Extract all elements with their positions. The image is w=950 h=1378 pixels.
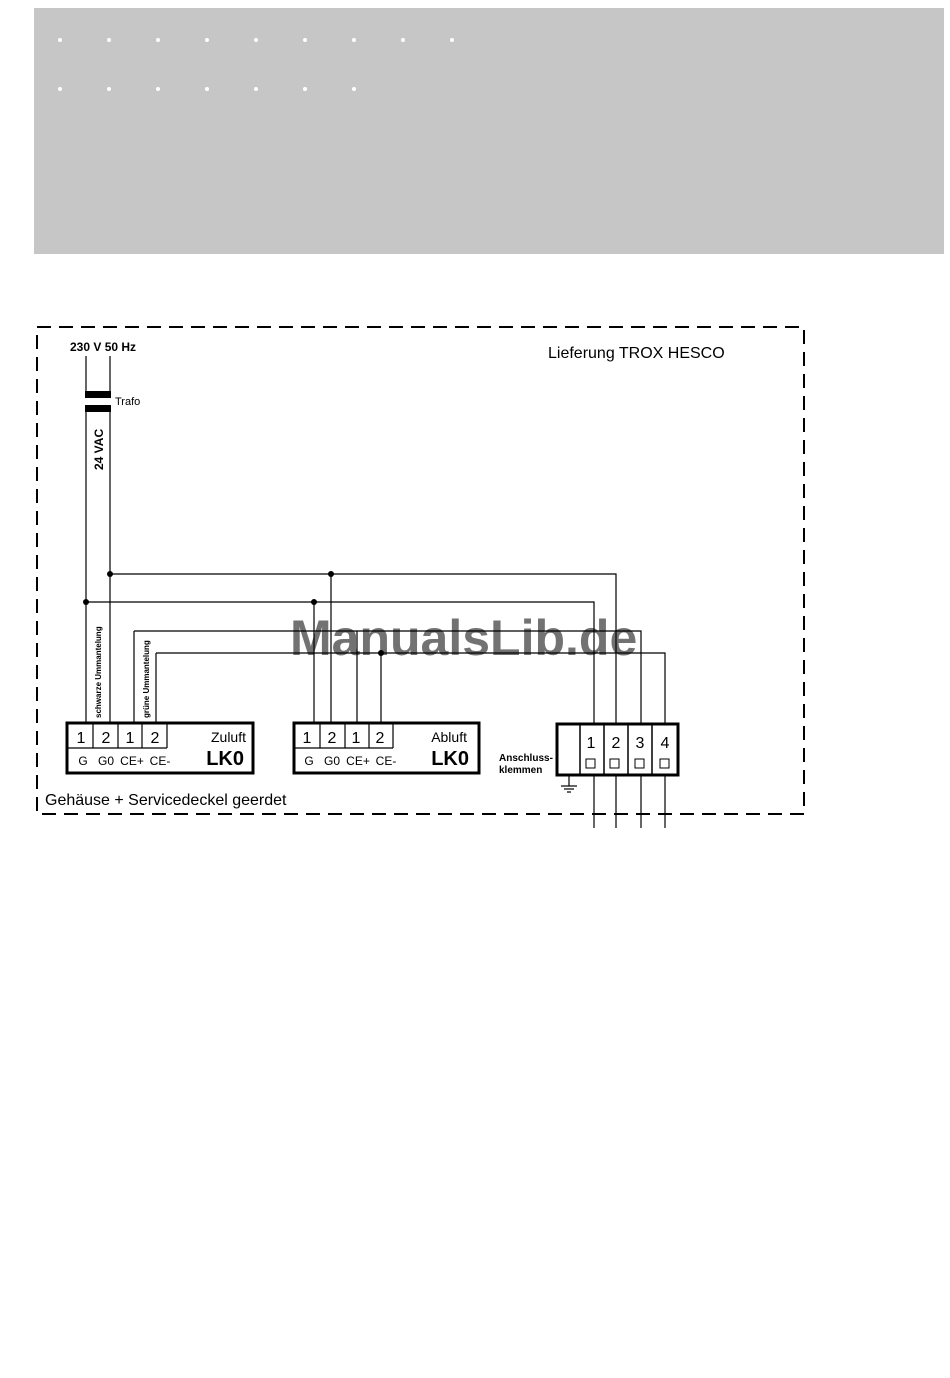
transformer-label: Trafo (115, 396, 141, 408)
terminal-block-label: Anschluss- (499, 753, 553, 764)
housing-note: Gehäuse + Servicedeckel geerdet (45, 792, 287, 809)
terminal-name: G0 (97, 754, 115, 768)
controller-supply (67, 723, 253, 773)
terminal-number: 2 (101, 730, 111, 747)
controller-model: LK0 (206, 748, 244, 770)
terminal-name: CE+ (346, 754, 370, 768)
transformer-symbol (85, 356, 111, 412)
terminal-number: 2 (327, 730, 337, 747)
terminal-number: 2 (150, 730, 160, 747)
terminal-number: 2 (375, 730, 385, 747)
terminal-name: CE- (149, 754, 171, 768)
terminal-block-number: 1 (586, 735, 596, 752)
terminal-block (557, 724, 678, 775)
terminal-name: G (78, 754, 88, 768)
terminal-name: G (304, 754, 314, 768)
terminal-name: CE+ (120, 754, 144, 768)
ground-icon (561, 775, 577, 792)
controller-name: Zuluft (210, 729, 246, 745)
controller-model: LK0 (431, 748, 469, 770)
terminal-block-number: 2 (611, 735, 621, 752)
terminal-number: 1 (76, 730, 86, 747)
secondary-voltage-label: 24 VAC (92, 428, 106, 470)
terminal-number: 1 (125, 730, 135, 747)
terminal-block-label: klemmen (499, 765, 543, 776)
delivery-label: Lieferung TROX HESCO (548, 345, 725, 362)
wire-label-green-sheath: grüne Ummantelung (142, 640, 151, 718)
terminal-block-number: 4 (660, 735, 670, 752)
terminal-block-number: 3 (635, 735, 645, 752)
terminal-name: CE- (375, 754, 397, 768)
wire-label-black-sheath: schwarze Ummantelung (94, 626, 103, 718)
watermark: ManualsLib.de (290, 610, 638, 666)
terminal-name: G0 (323, 754, 341, 768)
controller-name: Abluft (431, 729, 467, 745)
controller-exhaust (294, 723, 479, 773)
terminal-number: 1 (351, 730, 361, 747)
terminal-number: 1 (302, 730, 312, 747)
supply-label: 230 V 50 Hz (70, 340, 137, 354)
